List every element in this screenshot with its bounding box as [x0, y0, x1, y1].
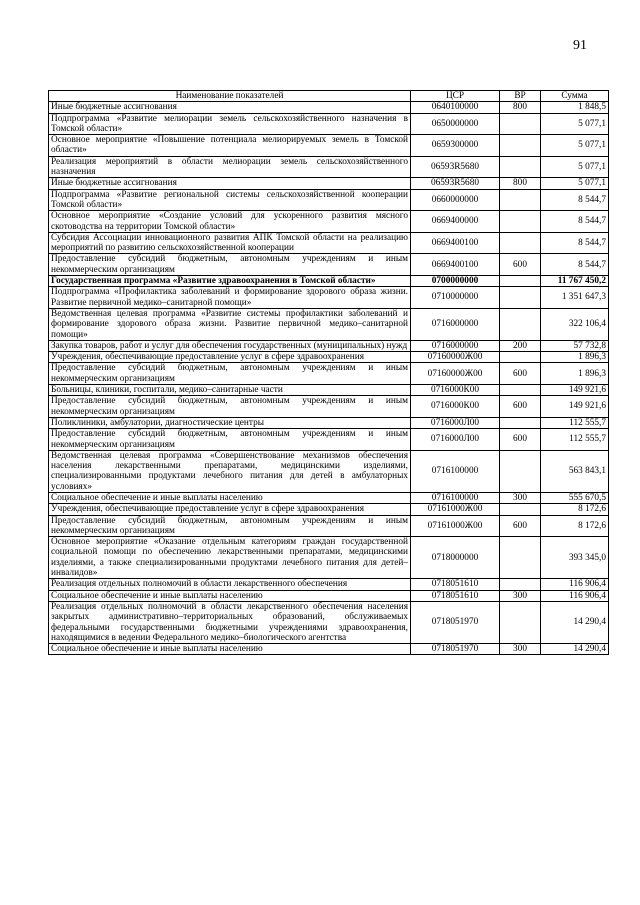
table-row: [49, 287, 609, 309]
row-name: Социальное обеспечение и иные выплаты населению: [49, 590, 411, 601]
table-row: [49, 308, 609, 340]
table-row: [49, 363, 609, 385]
row-sum: 112 555,7: [541, 417, 609, 428]
table-row: [49, 102, 609, 113]
row-name: Предоставление субсидий бюджетным, автономным учреждениям и иным некоммерческим организациям: [49, 515, 411, 537]
table-row: [49, 601, 609, 643]
table-row: [49, 135, 609, 157]
row-sum: 1 896,3: [541, 363, 609, 385]
row-vr: [500, 211, 541, 233]
row-csr: 0718000000: [411, 537, 500, 579]
page-number: 91: [573, 38, 587, 53]
row-vr: [500, 156, 541, 178]
row-name: Основное мероприятие «Повышение потенциала мелиорируемых земель в Томской области»: [49, 135, 411, 157]
table-row: [49, 429, 609, 451]
row-csr: 07160000Ж00: [411, 352, 500, 363]
table-row: [49, 579, 609, 590]
row-vr: 200: [500, 340, 541, 351]
row-sum: 1 896,3: [541, 352, 609, 363]
header-vr: ВР: [500, 91, 541, 102]
row-sum: 1 351 647,3: [541, 287, 609, 309]
row-vr: 300: [500, 590, 541, 601]
row-sum: 5 077,1: [541, 178, 609, 189]
row-name: Закупка товаров, работ и услуг для обеспечения государственных (муниципальных) нужд: [49, 340, 411, 351]
row-vr: 600: [500, 429, 541, 451]
row-sum: 11 767 450,2: [541, 276, 609, 287]
table-row: [49, 644, 609, 655]
table-header-row: [49, 91, 609, 102]
row-vr: 600: [500, 254, 541, 276]
row-csr: 0710000000: [411, 287, 500, 309]
row-name: Реализация мероприятий в области мелиорации земель сельскохозяйственного назначения: [49, 156, 411, 178]
row-vr: 800: [500, 102, 541, 113]
row-sum: 8 544,7: [541, 254, 609, 276]
row-csr: 0669400000: [411, 211, 500, 233]
row-csr: 0716000Л00: [411, 429, 500, 451]
row-sum: 5 077,1: [541, 113, 609, 135]
row-name: Реализация отдельных полномочий в области лекарственного обеспечения населения закрытых административно–территориальных образований, обслуживаемых федеральными государственными бюджетными учреждениями здравоохранения, находящимися в ведении Федерального медико–биологического агентства: [49, 601, 411, 643]
row-csr: 0718051610: [411, 590, 500, 601]
table-row: [49, 515, 609, 537]
row-name: Учреждения, обеспечивающие предоставление услуг в сфере здравоохранения: [49, 504, 411, 515]
row-name: Предоставление субсидий бюджетным, автономным учреждениям и иным некоммерческим организациям: [49, 429, 411, 451]
row-sum: 8 544,7: [541, 232, 609, 254]
header-sum: Сумма: [541, 91, 609, 102]
table-row: [49, 590, 609, 601]
row-vr: 600: [500, 396, 541, 418]
table-row: [49, 232, 609, 254]
table-row: [49, 492, 609, 503]
row-name: Подпрограмма «Развитие мелиорации земель сельскохозяйственного назначения в Томской области»: [49, 113, 411, 135]
row-vr: [500, 417, 541, 428]
row-name: Социальное обеспечение и иные выплаты населению: [49, 492, 411, 503]
row-vr: 600: [500, 515, 541, 537]
row-name: Учреждения, обеспечивающие предоставление услуг в сфере здравоохранения: [49, 352, 411, 363]
row-sum: 5 077,1: [541, 156, 609, 178]
row-sum: 555 670,5: [541, 492, 609, 503]
row-sum: 1 848,5: [541, 102, 609, 113]
budget-table: [48, 90, 609, 655]
table-row: [49, 504, 609, 515]
row-name: Субсидия Ассоциации инновационного развития АПК Томской области на реализацию мероприятий по развитию сельскохозяйственной кооперации: [49, 232, 411, 254]
row-csr: 0659300000: [411, 135, 500, 157]
row-vr: [500, 601, 541, 643]
row-name: Государственная программа «Развитие здравоохранения в Томской области»: [49, 276, 411, 287]
row-vr: [500, 537, 541, 579]
row-csr: 0718051970: [411, 644, 500, 655]
row-vr: [500, 232, 541, 254]
row-csr: 0640100000: [411, 102, 500, 113]
header-name: Наименование показателей: [49, 91, 411, 102]
table-row: [49, 276, 609, 287]
row-csr: 06593R5680: [411, 178, 500, 189]
row-sum: 14 290,4: [541, 601, 609, 643]
row-name: Ведомственная целевая программа «Совершенствование механизмов обеспечения населения лекарственными препаратами, медицинскими изделиями, специализированными продуктами лечебного питания для детей в амбулаторных условиях»: [49, 450, 411, 492]
row-name: Предоставление субсидий бюджетным, автономным учреждениям и иным некоммерческим организациям: [49, 396, 411, 418]
row-csr: 06593R5680: [411, 156, 500, 178]
row-name: Иные бюджетные ассигнования: [49, 178, 411, 189]
table-row: [49, 113, 609, 135]
table-row: [49, 340, 609, 351]
row-name: Больницы, клиники, госпитали, медико–санитарные части: [49, 385, 411, 396]
row-vr: [500, 579, 541, 590]
row-sum: 149 921,6: [541, 385, 609, 396]
table-row: [49, 537, 609, 579]
row-sum: 8 172,6: [541, 504, 609, 515]
row-name: Подпрограмма «Развитие региональной системы сельскохозяйственной кооперации Томской области»: [49, 189, 411, 211]
row-vr: 300: [500, 644, 541, 655]
table-row: [49, 254, 609, 276]
row-sum: 563 843,1: [541, 450, 609, 492]
row-vr: [500, 504, 541, 515]
row-csr: 0716000К00: [411, 396, 500, 418]
table-row: [49, 385, 609, 396]
header-csr: ЦСР: [411, 91, 500, 102]
table-row: [49, 417, 609, 428]
row-csr: 0700000000: [411, 276, 500, 287]
row-name: Основное мероприятие «Создание условий для ускоренного развития мясного скотоводства на территории Томской области»: [49, 211, 411, 233]
row-csr: 0716100000: [411, 450, 500, 492]
row-csr: 07160000Ж00: [411, 363, 500, 385]
row-csr: 07161000Ж00: [411, 504, 500, 515]
row-csr: 0718051610: [411, 579, 500, 590]
row-sum: 116 906,4: [541, 579, 609, 590]
row-vr: [500, 308, 541, 340]
table-row: [49, 450, 609, 492]
table-row: [49, 178, 609, 189]
row-csr: 0716000К00: [411, 385, 500, 396]
row-vr: 600: [500, 363, 541, 385]
row-csr: 0716000000: [411, 308, 500, 340]
table-row: [49, 156, 609, 178]
row-name: Подпрограмма «Профилактика заболеваний и формирование здорового образа жизни. Развитие первичной медико–санитарной помощи»: [49, 287, 411, 309]
table-row: [49, 189, 609, 211]
row-name: Предоставление субсидий бюджетным, автономным учреждениям и иным некоммерческим организациям: [49, 254, 411, 276]
row-vr: [500, 450, 541, 492]
row-vr: [500, 352, 541, 363]
row-sum: 57 732,8: [541, 340, 609, 351]
row-vr: 800: [500, 178, 541, 189]
row-csr: 07161000Ж00: [411, 515, 500, 537]
row-csr: 0716000Л00: [411, 417, 500, 428]
row-vr: [500, 189, 541, 211]
row-vr: [500, 135, 541, 157]
row-sum: 8 544,7: [541, 211, 609, 233]
row-sum: 322 106,4: [541, 308, 609, 340]
table-row: [49, 396, 609, 418]
row-name: Основное мероприятие «Оказание отдельным категориям граждан государственной социальной помощи по обеспечению лекарственными препаратами, медицинскими изделиями, а также специализированными продуктами лечебного питания для детей–инвалидов»: [49, 537, 411, 579]
row-vr: [500, 276, 541, 287]
row-csr: 0669400100: [411, 254, 500, 276]
row-name: Иные бюджетные ассигнования: [49, 102, 411, 113]
row-name: Реализация отдельных полномочий в области лекарственного обеспечения: [49, 579, 411, 590]
row-name: Поликлиники, амбулатории, диагностические центры: [49, 417, 411, 428]
row-csr: 0669400100: [411, 232, 500, 254]
row-sum: 14 290,4: [541, 644, 609, 655]
row-name: Ведомственная целевая программа «Развитие системы профилактики заболеваний и формирование здорового образа жизни. Развитие первичной медико–санитарной помощи»: [49, 308, 411, 340]
table-row: [49, 211, 609, 233]
row-csr: 0660000000: [411, 189, 500, 211]
row-name: Социальное обеспечение и иные выплаты населению: [49, 644, 411, 655]
row-sum: 393 345,0: [541, 537, 609, 579]
row-csr: 0716000000: [411, 340, 500, 351]
row-csr: 0716100000: [411, 492, 500, 503]
row-sum: 5 077,1: [541, 135, 609, 157]
row-vr: [500, 113, 541, 135]
row-name: Предоставление субсидий бюджетным, автономным учреждениям и иным некоммерческим организациям: [49, 363, 411, 385]
row-sum: 8 172,6: [541, 515, 609, 537]
row-sum: 8 544,7: [541, 189, 609, 211]
row-sum: 112 555,7: [541, 429, 609, 451]
table-row: [49, 352, 609, 363]
row-csr: 0650000000: [411, 113, 500, 135]
row-sum: 149 921,6: [541, 396, 609, 418]
row-sum: 116 906,4: [541, 590, 609, 601]
row-csr: 0718051970: [411, 601, 500, 643]
row-vr: 300: [500, 492, 541, 503]
row-vr: [500, 385, 541, 396]
row-vr: [500, 287, 541, 309]
